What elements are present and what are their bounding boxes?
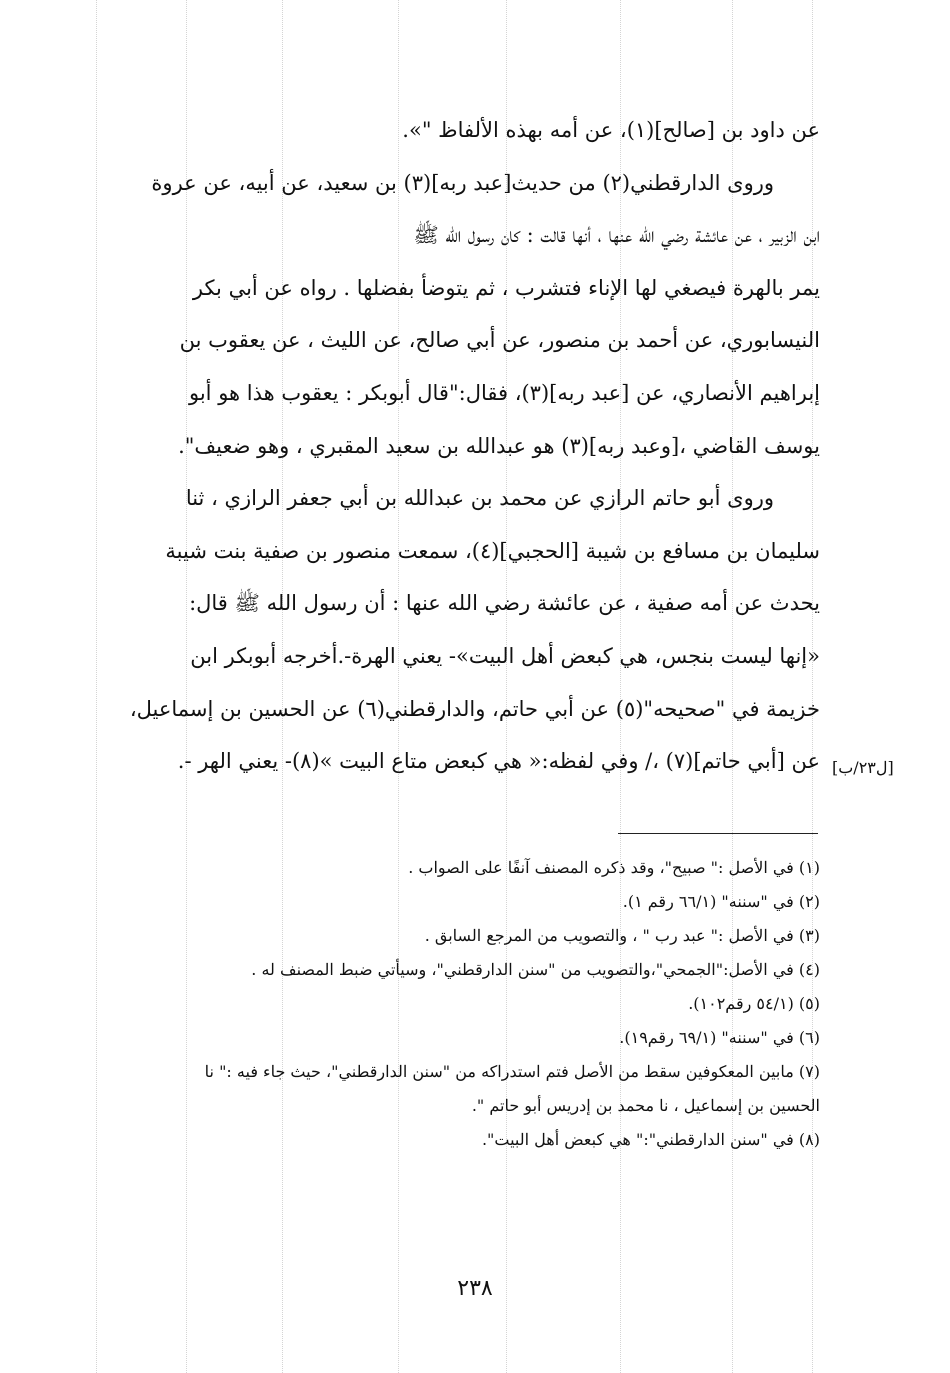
main-text	[112, 104, 820, 788]
text-line: عن داود بن [صالح](١)، عن أمه بهذه الألفاظ "».	[402, 118, 820, 142]
text-line: «إنها ليست بنجس، هي كبعض أهل البيت»- يعني الهرة-.أخرجه أبوبكر ابن	[190, 643, 820, 668]
page-number: ٢٣٨	[457, 1276, 493, 1301]
footnote: (٧) مابين المعكوفين سقط من الأصل فتم استدراكه من "سنن الدارقطني"، حيث جاء فيه :" نا	[204, 1062, 820, 1081]
footnote-separator	[618, 833, 818, 834]
footnote-continuation: الحسين بن إسماعيل ، نا محمد بن إدريس أبو حاتم ".	[471, 1096, 820, 1115]
text-line: عن [أبي حاتم](٧) ،/ وفي لفظه:« هي كبعض متاع البيت »(٨)- يعني الهر -.	[177, 749, 820, 774]
footnote: (٥) (٥٤/١ رقم١٠٢).	[688, 994, 820, 1013]
text-line: يحدث عن أمه صفية ، عن عائشة رضي الله عنها : أن رسول الله ﷺ قال:	[189, 591, 820, 616]
text-line: سليمان بن مسافع بن شيبة [الحجبي](٤)، سمعت منصور بن صفية بنت شيبة	[165, 538, 820, 563]
manuscript-folio-marker: [ل٢٣/ب]	[832, 758, 894, 777]
text-line: يوسف القاضي ،[وعبد ربه](٣) هو عبدالله بن سعيد المقبري ، وهو ضعيف".	[178, 433, 820, 458]
footnote: (٢) في "سننه" (٦٦/١ رقم ١).	[622, 892, 820, 911]
text-line: ابن الزبير ، عن عائشة رضي الله عنها ، أنها قالت : كان رسول الله ﷺ	[413, 223, 820, 248]
footnotes	[112, 851, 820, 1157]
text-line: وروى الدارقطني(٢) من حديث[عبد ربه](٣) بن سعيد، عن أبيه، عن عروة	[151, 170, 774, 195]
footnote: (٦) في "سننه" (٦٩/١ رقم١٩).	[619, 1028, 820, 1047]
text-line: يمر بالهرة فيصغي لها الإناء فتشرب ، ثم يتوضأ بفضلها . رواه عن أبي بكر	[192, 275, 820, 300]
text-line: خزيمة في "صحيحه"(٥) عن أبي حاتم، والدارقطني(٦) عن الحسين بن إسماعيل،	[129, 696, 820, 721]
footnote: (٣) في الأصل :" عبد رب " ، والتصويب من المرجع السابق .	[424, 926, 820, 945]
footnote: (٤) في الأصل:"الجمحي"،والتصويب من "سنن الدارقطني"، وسيأتي ضبط المصنف له .	[251, 960, 820, 979]
text-line: إبراهيم الأنصاري، عن [عبد ربه](٣)، فقال:"قال أبوبكر : يعقوب هذا هو أبو	[188, 380, 820, 405]
footnote: (٨) في "سنن الدارقطني":" هي كبعض أهل البيت".	[481, 1130, 820, 1149]
footnote: (١) في الأصل :" صبيح"، وقد ذكره المصنف آنفًا على الصواب .	[408, 858, 820, 877]
text-line: النيسابوري، عن أحمد بن منصور، عن أبي صالح، عن الليث ، عن يعقوب بن	[179, 328, 820, 353]
text-line: وروى أبو حاتم الرازي عن محمد بن عبدالله بن أبي جعفر الرازي ، ثنا	[185, 486, 774, 511]
